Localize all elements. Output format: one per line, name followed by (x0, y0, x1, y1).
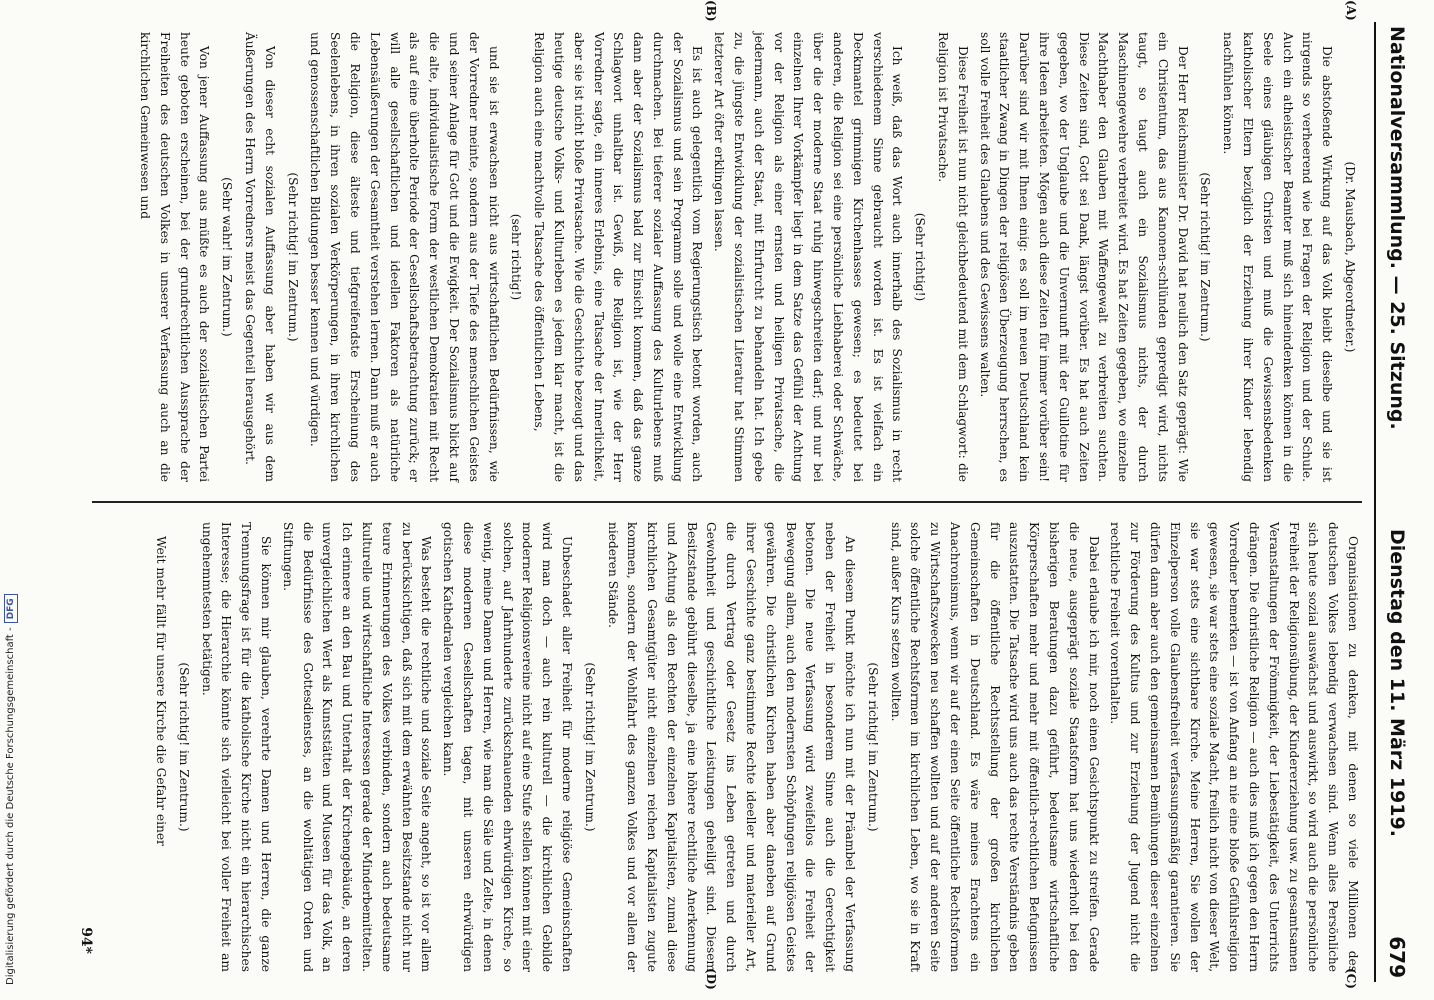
paragraph: An diesem Punkt möchte ich nun mit der Präambel der Verfassung neben der Freiheit in besonderem Sinne auch die Gerechtigkeit betonen. Die neue Verfassung wird zweifellos die Freiheit der Bewegung allem, auch den modernsten Schöpfungen religiösen Geistes gewähren. Die christlichen Kirchen haben aber daneben auf Grund ihrer Geschichte ganz bestimmte Rechte ideeller und materieller Art, die durch Vertrag oder Gesetz ins Leben getreten und durch Gewohnheit und geschichtliche Leistungen geheiligt sind. Diesem Besitzstande gebührt dieselbe, ja eine höhere rechtliche Anerkennung und Achtung als den Rechten der einzelnen Kapitalisten, zumal diese kirchlichen Gesamtgüter nicht einzelnen reichen Kapitalisten zugute kommen, sondern der Wohlfahrt des ganzen Volkes und vor allem der niederen Stände. (605, 522, 858, 972)
text-columns (80, 22, 1370, 982)
session-title: Nationalversammlung. — 25. Sitzung. (1386, 26, 1408, 430)
footer-folio: 94* (78, 927, 94, 954)
page-header (1374, 22, 1418, 982)
paragraph: Es ist auch gelegentlich vom Regierungstisch betont worden, auch der Sozialismus und sein Programm solle und wolle eine Entwicklung durchmachen. Bei tieferer sozialer Auffassung des Kulturlebens muß dann aber der Sozialismus bald zur Einsicht kommen, daß das ganze Schlagwort unhaltbar ist. Gewiß, die Religion ist, wie der Herr Vorredner sagte, ein inneres Erlebnis, eine Tatsache der Innerlichkeit, aber sie ist nicht bloße Privatsache. Wie die Geschichte bezeugt und das heutige deutsche Volks- und Kulturleben es jedem klar macht, ist die Religion auch eine machtvolle Tatsache des öffentlichen Lebens, (532, 32, 705, 483)
paragraph: Was besteht die rechtliche und soziale Seite angeht, so ist vor allem zu berücksichtigen, daß sich mit dem erwähnten Besitzstande nicht nur teure Erinnerungen des Volkes verbinden, sondern auch bedeutsame kulturelle und wirtschaftliche Interessen gerade der Minderbemittelten. Ich erinnere an den Bau und Unterhalt der Kirchengebäude, an deren unvergleichlichen Wert als Kunststätten und Museen für das Volk, an die Bedürfnisse des Gottesdienstes, an die wohltätigen Orden und Stiftungen. (280, 522, 434, 972)
page-number: 679 (1385, 936, 1409, 978)
sidebar-credit-text: Digitalisierung gefördert durch die Deutsche Forschungsgemeinschaft - (5, 627, 16, 985)
paragraph: Von dieser echt sozialen Auffassung aber haben wir aus dem Äußerungen des Herrn Vorredners meist das Gegenteil herausgehört. (242, 32, 277, 482)
margin-marker-c: (C) (1344, 968, 1358, 989)
paragraph: Weit mehr fällt für unsere Kirche die Gefahr einer (153, 536, 168, 846)
margin-marker-d: (D) (704, 968, 718, 990)
rotated-document (78, 0, 1418, 990)
digitization-sidebar (2, 0, 18, 1000)
paragraph: Ich weiß, daß das Wort auch innerhalb des Sozialismus in recht verschiedenem Sinne gebraucht worden ist. Es ist vielfach ein Deckmantel grimmigen Kirchenhasses gewesen; es bedeutet bei anderen, die Religion sei eine persönliche Liebhaberei oder Schwäche, über die der moderne Staat ruhig hinwegschreiten darf; und nur bei einzelnen Ihrer Vorkämpfer liegt in dem Satze das Gefühl der Achtung vor der Religion als einer ernsten und heiligen Privatsache, die jedermann, auch der Staat, mit Ehrfurcht zu behandeln hat. Ich gebe zu, die jüngste Entwicklung der sozialistischen Literatur hat Stimmen letzterer Art öfter erklingen lassen. (712, 32, 905, 482)
paragraph: (Sehr richtig! im Zentrum.) (285, 172, 300, 342)
paragraph: Von jener Auffassung aus müßte es auch der sozialistischen Partei heute geboten erscheinen, bei der grundrechtlichen Aussprache der Freiheiten des deutschen Volkes in unserer Verfassung auch an die kirchlichen Gemeinwesen und (137, 32, 212, 482)
dfg-logo: DFG (4, 594, 18, 623)
paragraph: (Sehr richtig! im Zentrum.) (176, 662, 191, 832)
sidebar-credit (3, 5, 19, 985)
margin-marker-b: (B) (704, 0, 718, 22)
paragraph: (Sehr richtig!) (913, 212, 928, 302)
paragraph: Sie können mir glauben, verehrte Damen und Herren, die ganze Trennungsfrage ist für die katholische Kirche nicht ein hierarchisches Interesse; die Hierarchie könnte sich vielleicht bei voller Freiheit am ungehemmtesten betätigen. (199, 522, 273, 972)
paragraph: Der Herr Reichsminister Dr. David hat neulich den Satz geprägt: Wie ein Christentum, das aus Kanonen-schlünden gepredigt wird, nichts taugt, so taugt auch ein Sozialismus nichts, der durch Maschinengewehre verbreitet wird. Es hat Zeiten gegeben, wo einzelne Machthaber den Glauben mit Waffengewalt zu verbreiten suchten. Diese Zeiten sind, Gott sei Dank, längst vorüber. Es hat auch Zeiten gegeben, wo der Unglaube und die Unvernunft mit der Guillotine für ihre Ideen arbeiteten. Mögen auch diese Zeiten für immer vorüber sein! Darüber sind wir mit Ihnen einig: es soll im neuen Deutschland kein staatlicher Zwang in Dingen der religiösen Überzeugung herrschen, es soll volle Freiheit des Glaubens und des Gewissens walten. (977, 32, 1190, 482)
paragraph: Dabei erlaube ich mir, noch einen Gesichtspunkt zu streifen. Gerade die neue, ausgeprägt soziale Staatsform hat uns wiederholt bei den bisherigen Beratungen dazu geführt, bedeutsame wirtschaftliche Körperschaften mehr und mehr mit öffentlich-rechtlichen Befugnissen auszustatten. Die Tatsache wird uns auch das rechte Verständnis geben für die öffentliche Rechtsstellung der großen kirchlichen Gemeinschaften in Deutschland. Es wäre meines Erachtens ein Anachronismus, wenn wir auf der einen Seite öffentliche Rechtsformen zu Wirtschaftszwecken neu schaffen wollten und auf der anderen Seite solche öffentliche Rechtsformen im kirchlichen Leben, wo sie in Kraft sind, außer Kurs setzen wollten. (888, 522, 1101, 972)
paragraph: Die abstoßende Wirkung auf das Volk bleibt dieselbe und sie ist nirgends so verheerend wie bei Fragen der Religion und der Schule. Auch ein atheistischer Beamter muß sich hineindenken können in die Seele eines gläubigen Christen und muß die Gewissensbedenken katholischer Eltern bezüglich der Erziehung ihrer Kinder lebendig nachfühlen können. (1221, 32, 1335, 482)
right-column (80, 512, 1370, 982)
paragraph: Diese Freiheit ist nun nicht gleichbedeutend mit dem Schlagwort: die Religion ist Privatsache. (936, 32, 970, 482)
paragraph: (Sehr richtig! im Zentrum.) (865, 662, 880, 832)
session-date: Dienstag den 11. März 1919. (1386, 529, 1408, 837)
paragraph: (Dr. Mausbach, Abgeordneter.) (1343, 161, 1357, 353)
paragraph: (Sehr richtig! im Zentrum.) (1198, 172, 1213, 342)
paragraph: (Sehr richtig! im Zentrum.) (582, 662, 597, 832)
paragraph: (Sehr wahr! im Zentrum.) (220, 177, 235, 337)
paragraph: und sie ist erwachsen nicht aus wirtschaftlichen Bedürfnissen, wie der Vorredner meinte, sondern aus der Tiefe des menschlichen Geistes und seiner Anlage für Gott und die Ewigkeit. Der Sozialismus blickt auf die alte, individualistische Form der westlichen Demokratien mit Recht als auf eine überholte Periode der Gesellschaftsbetrachtung zurück; er will alle gesellschaftlichen und ideellen Faktoren als natürliche Lebensäußerungen der Gesamtheit verstehen lernen. Dann muß er auch die Religion, diese älteste und tiefgreifendste Erscheinung des Seelenlebens, in ihren sozialen Verkörperungen, in ihren kirchlichen und genossenschaftlichen Bildungen besser kennen und würdigen. (308, 32, 501, 482)
paragraph: Unbeschadet aller Freiheit für moderne religiöse Gemeinschaften wird man doch — auch rein kulturell — die kirchlichen Gebilde moderner Religionsvereine nicht auf eine Stufe stellen können mit einer solchen, auf Jahrhunderte zurückschauenden ehrwürdigen Kirche, so wenig, meine Damen und Herren, wie man die Säle und Zelte, in denen diese modernen Gesellschaften tagen, mit unseren ehrwürdigen gotischen Kathedralen vergleichen kann. (441, 522, 574, 972)
column-divider (92, 501, 1362, 503)
paragraph: (sehr richtig!) (509, 213, 524, 301)
margin-marker-a: (A) (1344, 0, 1358, 21)
paragraph: Organisationen zu denken, mit denen so viele Millionen des deutschen Volkes lebendig verwachsen sind. Wenn alles Persönliche sich heute sozial auswächst und auswirkt, so wird auch die persönliche Freiheit der Religionsübung, der Kindererziehung usw. zu gesamtsamen Veranstaltungen der Frömmigkeit, der Liebestätigkeit, des Unterrichts drängen. Die christliche Religion — auch dies muß ich gegen den Herrn Vorredner bemerken — ist von Anfang an nie eine bloße Gefühlsreligion gewesen, sie war stets eine soziale Macht, freilich nicht von dieser Welt, sie war stets eine sichtbare Kirche. Meine Herren, Sie wollen der Einzelperson volle Glaubensfreiheit verfassungsmäßig garantieren. Sie dürfen dann aber auch den gemeinsamen Bemühungen dieser einzelnen zur Förderung des Kultus und zur Erziehung der Jugend nicht die rechtliche Freiheit vorenthalten. (1108, 522, 1360, 972)
left-column (80, 22, 1370, 492)
